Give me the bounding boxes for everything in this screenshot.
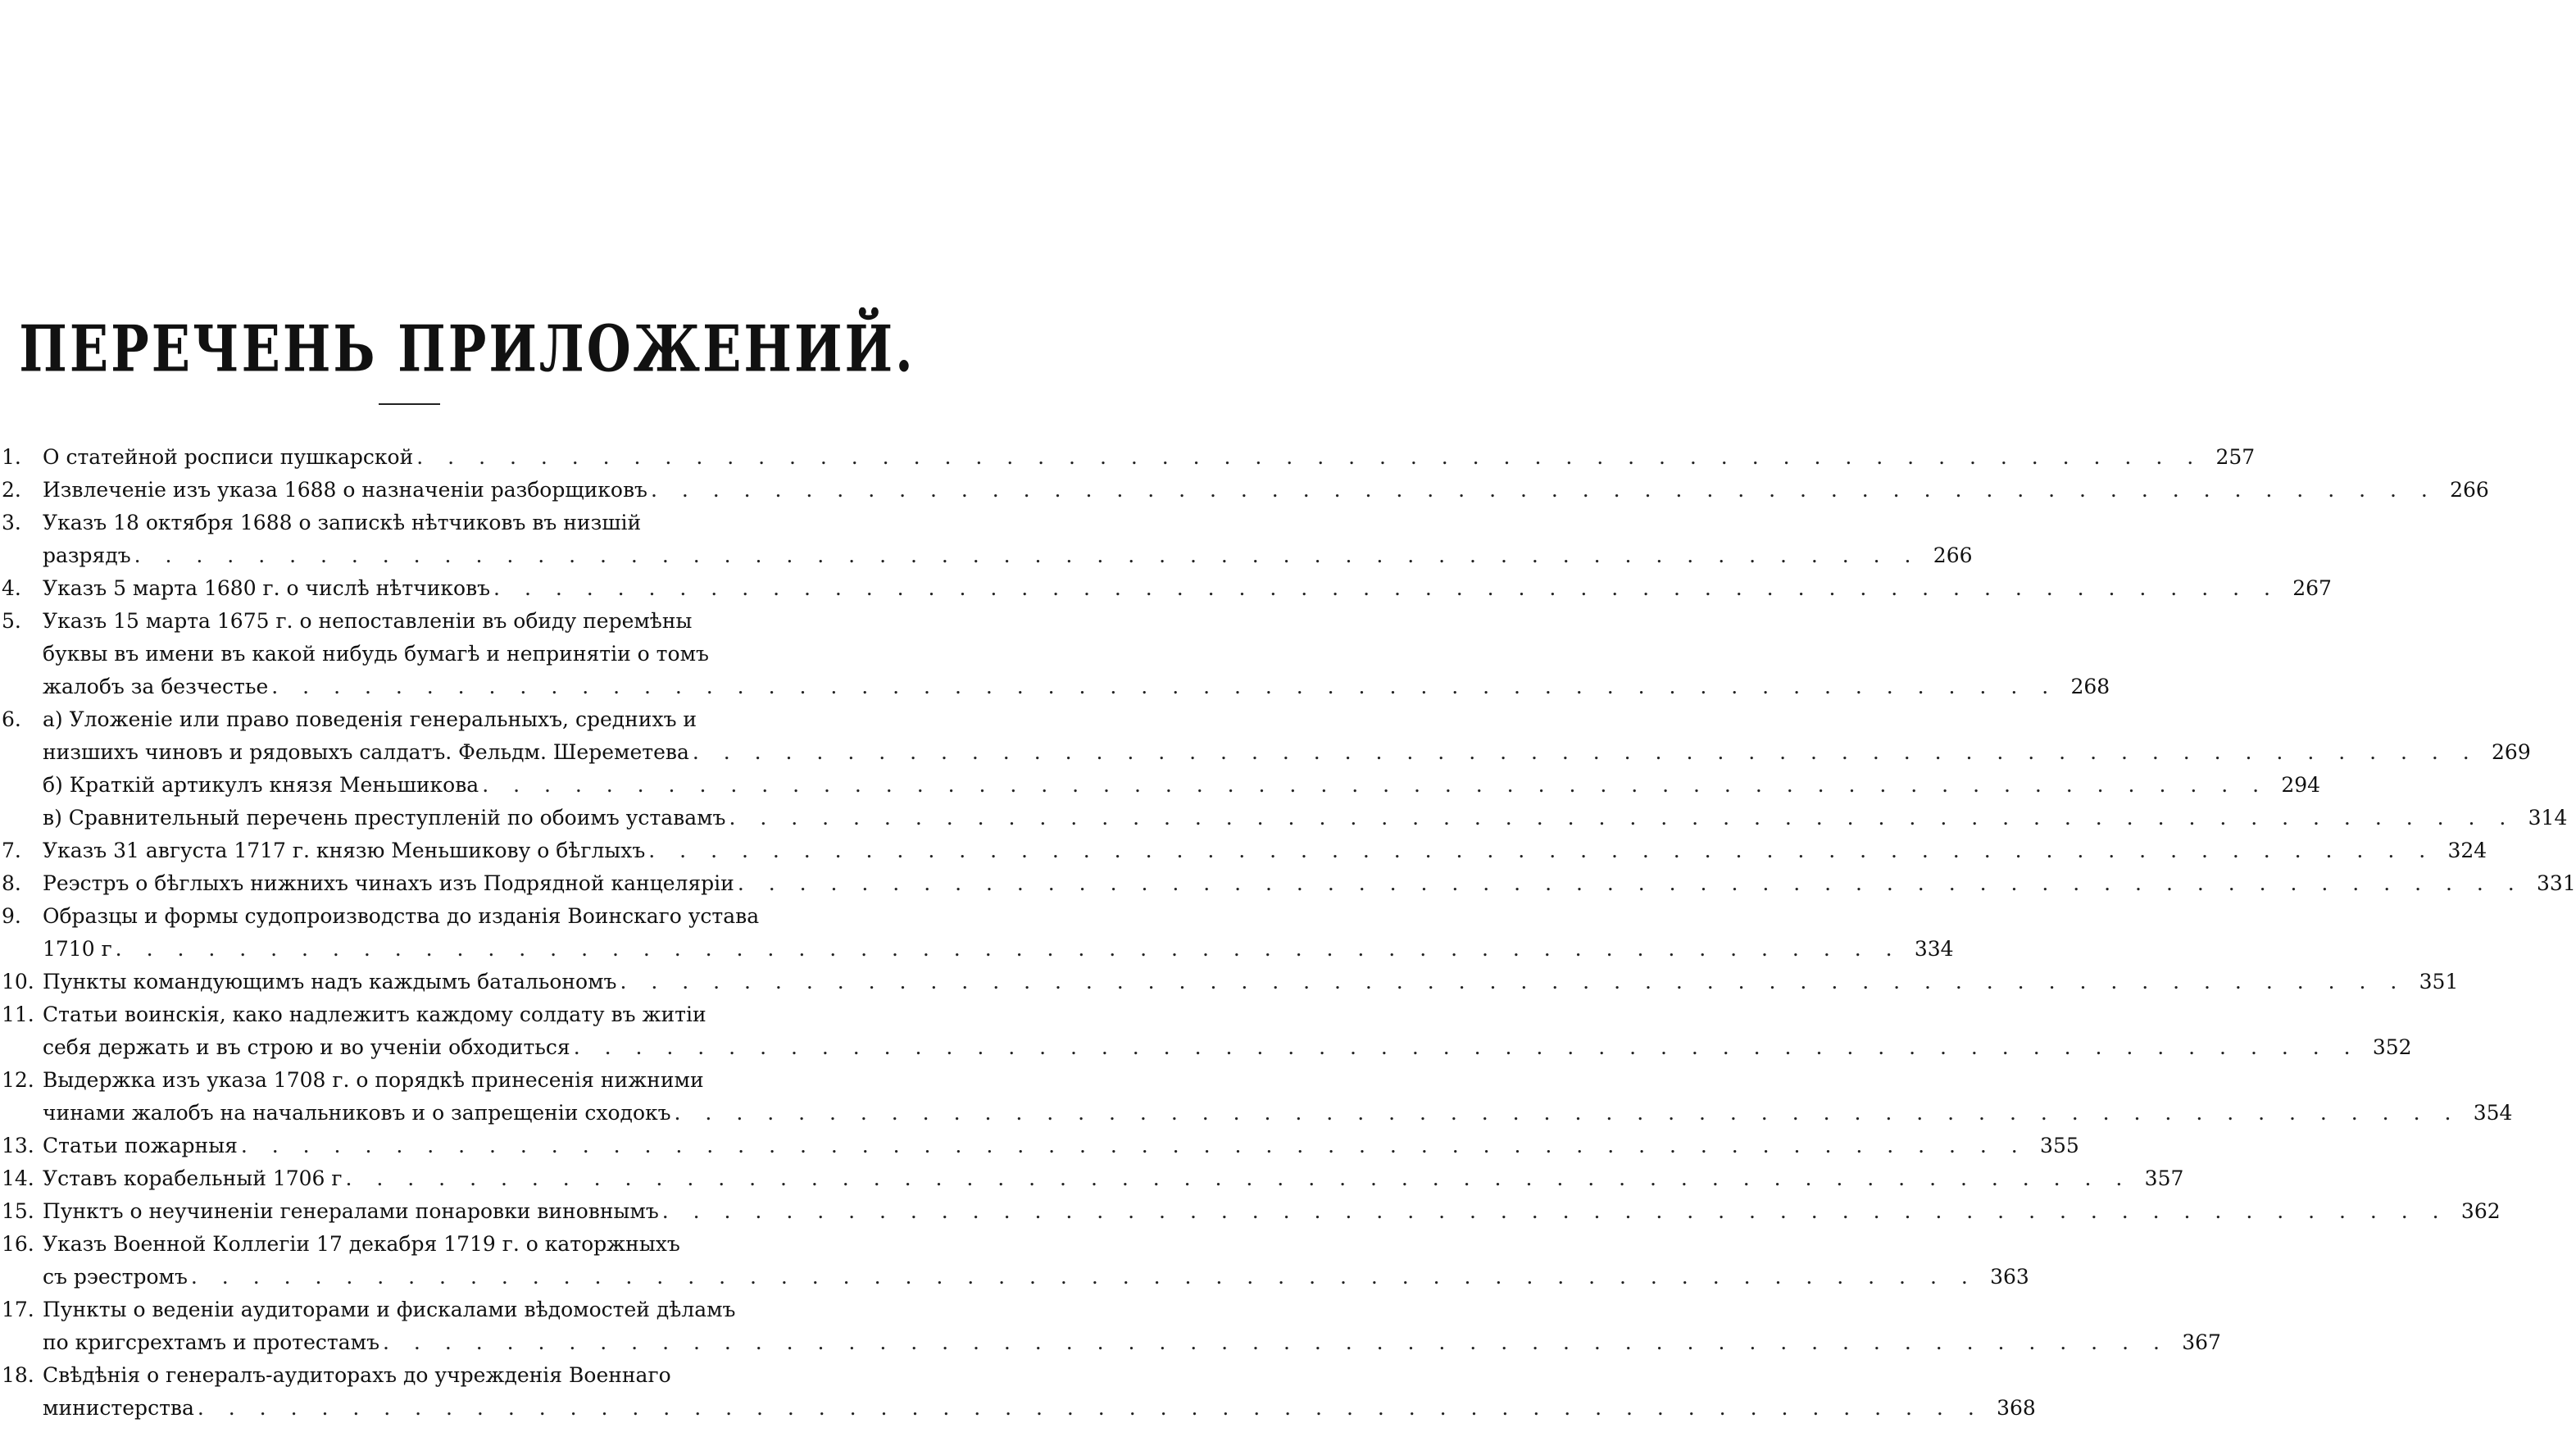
toc-entry-line [0, 736, 2531, 769]
toc-entry [0, 703, 2531, 769]
toc-entry-line [0, 1031, 2412, 1064]
entry-title: жалобъ за безчестье [43, 675, 269, 698]
dot-leader: . . . . . . . . . . . . . . . . . . . . . . . . . . . . . . . . . . . . . . . . . . . . . . . . . . . . . . . . . . [345, 1166, 2132, 1190]
toc-entry-line [0, 474, 2489, 507]
entry-page-number: 355 [2040, 1134, 2079, 1157]
toc-entry [0, 1064, 2513, 1130]
toc-entry-line [0, 1294, 934, 1326]
dot-leader: . . . . . . . . . . . . . . . . . . . . . . . . . . . . . . . . . . . . . . . . . . . . . . . . . . . . . . . . . . [729, 806, 2515, 830]
toc-entry-line [0, 1228, 934, 1261]
entry-number: 3. [2, 511, 21, 534]
entry-title: Указъ 31 августа 1717 г. князю Меньшикову о бѣглыхъ [43, 839, 646, 862]
entry-page-number: 334 [1914, 937, 1954, 961]
entry-page-number: 352 [2372, 1035, 2412, 1059]
toc-entry [0, 998, 2412, 1064]
toc-entry-line [0, 900, 934, 933]
toc-entry-line [0, 638, 934, 671]
entry-page-number: 267 [2292, 576, 2332, 600]
entry-page-number: 269 [2492, 740, 2531, 764]
entry-page-number: 362 [2460, 1199, 2501, 1223]
entry-title: низшихъ чиновъ и рядовыхъ салдатъ. Фельдм. Шереметева [43, 740, 689, 764]
toc-entry [0, 769, 2321, 802]
entry-number: 5. [2, 609, 21, 633]
entry-title: Пункты командующимъ надъ каждымъ батальономъ [43, 970, 617, 993]
toc-entry [0, 1195, 2501, 1228]
entry-title: Свѣдѣнія о генералъ-аудиторахъ до учрежденія Военнаго [43, 1363, 671, 1387]
toc-entry [0, 507, 1973, 572]
page-title: ПЕРЕЧЕНЬ ПРИЛОЖЕНИЙ. [19, 311, 915, 387]
entry-title: Статьи пожарныя [43, 1134, 238, 1157]
entry-title: Уставъ корабельный 1706 г [43, 1166, 343, 1190]
entry-number: 13. [2, 1134, 34, 1157]
toc-entry-line [0, 1130, 2079, 1162]
toc-entry-line [0, 671, 2110, 703]
entry-number: 8. [2, 871, 21, 895]
entry-page-number: 324 [2447, 839, 2487, 862]
toc-entry-line [0, 1064, 934, 1097]
table-of-contents [0, 441, 2576, 1425]
toc-entry-line [0, 1195, 2501, 1228]
entry-title: 1710 г [43, 937, 112, 961]
entry-number: 6. [2, 707, 21, 731]
toc-entry-line [0, 1162, 2184, 1195]
entry-number: 7. [2, 839, 21, 862]
entry-title: разрядъ [43, 543, 131, 567]
title-rule [379, 403, 440, 405]
entry-number: 4. [2, 576, 21, 600]
dot-leader: . . . . . . . . . . . . . . . . . . . . . . . . . . . . . . . . . . . . . . . . . . . . . . . . . . . . . . . . . . [482, 773, 2269, 797]
entry-number: 1. [2, 445, 21, 469]
toc-entry [0, 802, 2568, 834]
toc-entry [0, 1294, 2221, 1359]
dot-leader: . . . . . . . . . . . . . . . . . . . . . . . . . . . . . . . . . . . . . . . . . . . . . . . . . . . . . . . . . . [692, 740, 2478, 764]
entry-title: Реэстръ о бѣглыхъ нижнихъ чинахъ изъ Подрядной канцеляріи [43, 871, 734, 895]
dot-leader: . . . . . . . . . . . . . . . . . . . . . . . . . . . . . . . . . . . . . . . . . . . . . . . . . . . . . . . . . . [493, 576, 2279, 600]
dot-leader: . . . . . . . . . . . . . . . . . . . . . . . . . . . . . . . . . . . . . . . . . . . . . . . . . . . . . . . . . . [648, 839, 2435, 862]
entry-page-number: 354 [2473, 1101, 2513, 1125]
entry-title: О статейной росписи пушкарской [43, 445, 414, 469]
toc-entry [0, 1162, 2184, 1195]
toc-entry-line [0, 441, 2256, 474]
entry-number: 9. [2, 904, 21, 928]
entry-title: Указъ 15 марта 1675 г. о непоставленіи въ обиду перемѣны [43, 609, 693, 633]
dot-leader: . . . . . . . . . . . . . . . . . . . . . . . . . . . . . . . . . . . . . . . . . . . . . . . . . . . . . . . . . . [620, 970, 2406, 993]
entry-number: 15. [2, 1199, 34, 1223]
dot-leader: . . . . . . . . . . . . . . . . . . . . . . . . . . . . . . . . . . . . . . . . . . . . . . . . . . . . . . . . . . [115, 937, 1901, 961]
toc-entry [0, 572, 2332, 605]
toc-entry [0, 605, 2110, 703]
entry-page-number: 368 [1997, 1396, 2036, 1420]
entry-title: Извлеченіе изъ указа 1688 о назначеніи разборщиковъ [43, 478, 647, 502]
dot-leader: . . . . . . . . . . . . . . . . . . . . . . . . . . . . . . . . . . . . . . . . . . . . . . . . . . . . . . . . . . [674, 1101, 2460, 1125]
toc-entry-line [0, 605, 934, 638]
toc-entry-line [0, 703, 934, 736]
entry-number: 10. [2, 970, 34, 993]
entry-page-number: 331 [2537, 871, 2576, 895]
entry-page-number: 367 [2182, 1330, 2221, 1354]
entry-title: Указъ 5 марта 1680 г. о числѣ нѣтчиковъ [43, 576, 491, 600]
entry-page-number: 314 [2528, 806, 2568, 830]
toc-entry-line [0, 802, 2568, 834]
entry-title: Выдержка изъ указа 1708 г. о порядкѣ принесенія нижними [43, 1068, 704, 1092]
entry-page-number: 268 [2070, 675, 2110, 698]
entry-page-number: 266 [1933, 543, 1973, 567]
dot-leader: . . . . . . . . . . . . . . . . . . . . . . . . . . . . . . . . . . . . . . . . . . . . . . . . . . . . . . . . . . [240, 1134, 2027, 1157]
dot-leader: . . . . . . . . . . . . . . . . . . . . . . . . . . . . . . . . . . . . . . . . . . . . . . . . . . . . . . . . . . [383, 1330, 2169, 1354]
entry-title: Указъ 18 октября 1688 о запискѣ нѣтчиковъ въ низшій [43, 511, 642, 534]
entry-title: Пункты о веденіи аудиторами и фискалами вѣдомостей дѣламъ [43, 1298, 736, 1321]
toc-entry-line [0, 1261, 2029, 1294]
toc-entry [0, 966, 2459, 998]
toc-entry-line [0, 1359, 934, 1392]
entry-title: по кригсрехтамъ и протестамъ [43, 1330, 380, 1354]
entry-title: в) Сравнительный перечень преступленій по обоимъ уставамъ [43, 806, 726, 830]
dot-leader: . . . . . . . . . . . . . . . . . . . . . . . . . . . . . . . . . . . . . . . . . . . . . . . . . . . . . . . . . . [661, 1199, 2448, 1223]
dot-leader: . . . . . . . . . . . . . . . . . . . . . . . . . . . . . . . . . . . . . . . . . . . . . . . . . . . . . . . . . . [197, 1396, 1983, 1420]
dot-leader: . . . . . . . . . . . . . . . . . . . . . . . . . . . . . . . . . . . . . . . . . . . . . . . . . . . . . . . . . . [573, 1035, 2360, 1059]
toc-entry-line [0, 834, 2487, 867]
entry-number: 16. [2, 1232, 34, 1256]
entry-title: буквы въ имени въ какой нибудь бумагѣ и непринятіи о томъ [43, 642, 709, 666]
toc-entry-line [0, 1097, 2513, 1130]
entry-number: 17. [2, 1298, 34, 1321]
entry-title: Указъ Военной Коллегіи 17 декабря 1719 г. о каторжныхъ [43, 1232, 680, 1256]
entry-title: министерства [43, 1396, 194, 1420]
entry-number: 18. [2, 1363, 34, 1387]
toc-entry-line [0, 572, 2332, 605]
dot-leader: . . . . . . . . . . . . . . . . . . . . . . . . . . . . . . . . . . . . . . . . . . . . . . . . . . . . . . . . . . [737, 871, 2524, 895]
toc-entry [0, 1228, 2029, 1294]
entry-title: б) Краткій артикулъ князя Меньшикова [43, 773, 479, 797]
entry-title: съ рэестромъ [43, 1265, 188, 1289]
entry-page-number: 357 [2144, 1166, 2184, 1190]
toc-entry [0, 867, 2576, 900]
dot-leader: . . . . . . . . . . . . . . . . . . . . . . . . . . . . . . . . . . . . . . . . . . . . . . . . . . . . . . . . . . [190, 1265, 1977, 1289]
toc-entry-line [0, 1392, 2036, 1425]
toc-entry-line [0, 1326, 2221, 1359]
dot-leader: . . . . . . . . . . . . . . . . . . . . . . . . . . . . . . . . . . . . . . . . . . . . . . . . . . . . . . . . . . [134, 543, 1920, 567]
dot-leader: . . . . . . . . . . . . . . . . . . . . . . . . . . . . . . . . . . . . . . . . . . . . . . . . . . . . . . . . . . [416, 445, 2203, 469]
entry-page-number: 294 [2281, 773, 2321, 797]
toc-entry [0, 1130, 2079, 1162]
toc-entry [0, 900, 1954, 966]
entry-number: 12. [2, 1068, 34, 1092]
toc-entry [0, 1359, 2036, 1425]
toc-entry-line [0, 867, 2576, 900]
entry-number: 11. [2, 1003, 34, 1026]
entry-title: Статьи воинскія, како надлежитъ каждому солдату въ житіи [43, 1003, 706, 1026]
toc-entry-line [0, 539, 1973, 572]
entry-page-number: 266 [2450, 478, 2489, 502]
entry-title: Пунктъ о неучиненіи генералами понаровки виновнымъ [43, 1199, 659, 1223]
toc-entry [0, 441, 2256, 474]
toc-entry-line [0, 966, 2459, 998]
entry-number: 14. [2, 1166, 34, 1190]
entry-page-number: 363 [1990, 1265, 2029, 1289]
toc-entry-line [0, 769, 2321, 802]
toc-entry-line [0, 998, 934, 1031]
entry-title: себя держать и въ строю и во ученіи обходиться [43, 1035, 570, 1059]
dot-leader: . . . . . . . . . . . . . . . . . . . . . . . . . . . . . . . . . . . . . . . . . . . . . . . . . . . . . . . . . . [650, 478, 2437, 502]
toc-entry-line [0, 933, 1954, 966]
dot-leader: . . . . . . . . . . . . . . . . . . . . . . . . . . . . . . . . . . . . . . . . . . . . . . . . . . . . . . . . . . [271, 675, 2058, 698]
entry-title: Образцы и формы судопроизводства до изданія Воинскаго устава [43, 904, 760, 928]
toc-entry-line [0, 507, 934, 539]
toc-entry [0, 474, 2489, 507]
toc-entry [0, 834, 2487, 867]
entry-title: чинами жалобъ на начальниковъ и о запрещеніи сходокъ [43, 1101, 671, 1125]
entry-title: а) Уложеніе или право поведенія генеральныхъ, среднихъ и [43, 707, 697, 731]
entry-page-number: 257 [2215, 445, 2256, 469]
entry-number: 2. [2, 478, 21, 502]
entry-page-number: 351 [2419, 970, 2459, 993]
